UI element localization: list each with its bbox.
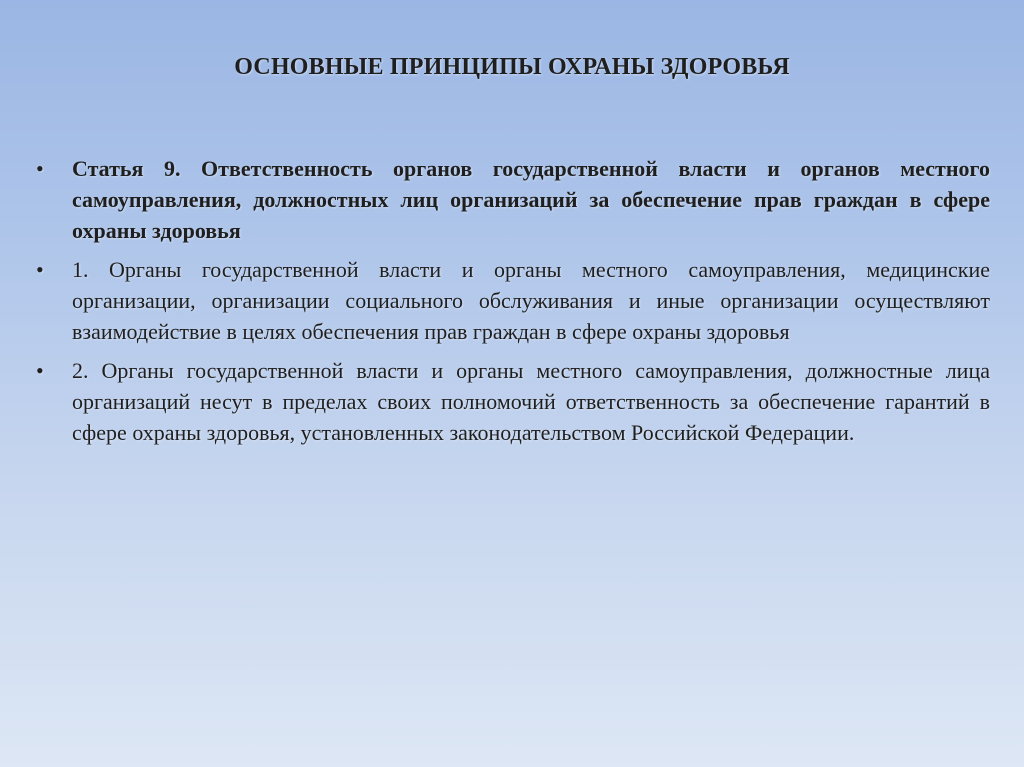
bullet-text: 2. Органы государственной власти и органы местного самоуправления, должностные лица организаций несут в пределах своих полномочий ответственность за обеспечение гарантий в сфере охраны здоровья, установленных законодательством Российской Федерации.	[72, 358, 990, 445]
bullet-dot-icon: •	[36, 358, 44, 383]
bullet-list	[36, 153, 990, 456]
bullet-item-paragraph-1	[36, 254, 990, 347]
bullet-text: Статья 9. Ответственность органов государственной власти и органов местного самоуправления, должностных лиц организаций за обеспечение прав граждан в сфере охраны здоровья	[72, 156, 990, 243]
bullet-item-article-9	[36, 153, 990, 246]
bullet-text: 1. Органы государственной власти и органы местного самоуправления, медицинские организации, организации социального обслуживания и иные организации осуществляют взаимодействие в целях обеспечения прав граждан в сфере охраны здоровья	[72, 257, 990, 344]
slide-title: ОСНОВНЫЕ ПРИНЦИПЫ ОХРАНЫ ЗДОРОВЬЯ	[234, 54, 790, 80]
bullet-item-paragraph-2	[36, 355, 990, 448]
bullet-dot-icon: •	[36, 156, 44, 181]
bullet-dot-icon: •	[36, 257, 44, 282]
